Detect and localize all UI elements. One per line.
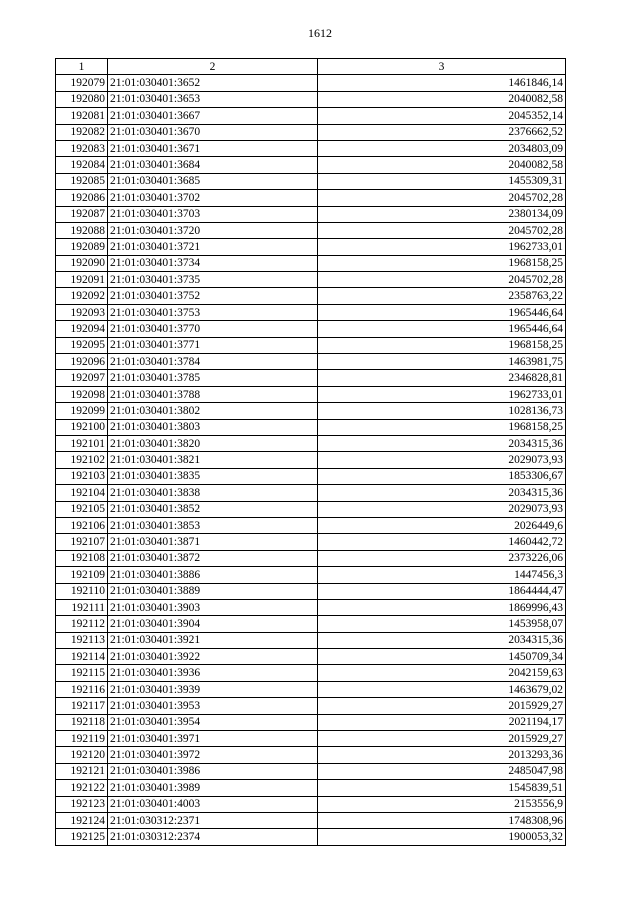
- cadastral-number-cell: 21:01:030312:2371: [108, 812, 318, 828]
- table-row: [56, 616, 566, 632]
- value-cell: 2045702,28: [318, 222, 566, 238]
- row-number-cell: 192090: [56, 255, 108, 271]
- row-number-cell: 192120: [56, 747, 108, 763]
- table-row: [56, 157, 566, 173]
- table-row: [56, 255, 566, 271]
- cadastral-number-cell: 21:01:030401:3954: [108, 714, 318, 730]
- cadastral-number-cell: 21:01:030401:3971: [108, 731, 318, 747]
- cadastral-number-cell: 21:01:030401:3872: [108, 550, 318, 566]
- cadastral-number-cell: 21:01:030401:3904: [108, 616, 318, 632]
- table-row: [56, 485, 566, 501]
- cadastral-number-cell: 21:01:030401:3921: [108, 632, 318, 648]
- cadastral-number-cell: 21:01:030401:3903: [108, 599, 318, 615]
- table-row: [56, 91, 566, 107]
- row-number-cell: 192083: [56, 140, 108, 156]
- cadastral-number-cell: 21:01:030401:3953: [108, 698, 318, 714]
- table-row: [56, 583, 566, 599]
- value-cell: 2045702,28: [318, 190, 566, 206]
- row-number-cell: 192079: [56, 75, 108, 91]
- cadastral-number-cell: 21:01:030401:3936: [108, 665, 318, 681]
- row-number-cell: 192082: [56, 124, 108, 140]
- cadastral-number-cell: 21:01:030401:3922: [108, 649, 318, 665]
- row-number-cell: 192106: [56, 517, 108, 533]
- value-cell: 2034315,36: [318, 632, 566, 648]
- value-cell: 1968158,25: [318, 255, 566, 271]
- column-header-value: 3: [318, 59, 566, 75]
- value-cell: 2040082,58: [318, 157, 566, 173]
- cadastral-number-cell: 21:01:030401:3986: [108, 763, 318, 779]
- cadastral-number-cell: 21:01:030401:3734: [108, 255, 318, 271]
- table-row: [56, 681, 566, 697]
- cadastral-value-table: [55, 58, 566, 846]
- row-number-cell: 192108: [56, 550, 108, 566]
- cadastral-number-cell: 21:01:030401:3702: [108, 190, 318, 206]
- row-number-cell: 192103: [56, 468, 108, 484]
- table-row: [56, 698, 566, 714]
- table-row: [56, 599, 566, 615]
- value-cell: 2015929,27: [318, 698, 566, 714]
- value-cell: 2045352,14: [318, 108, 566, 124]
- row-number-cell: 192110: [56, 583, 108, 599]
- row-number-cell: 192093: [56, 304, 108, 320]
- value-cell: 2034803,09: [318, 140, 566, 156]
- table-row: [56, 190, 566, 206]
- row-number-cell: 192094: [56, 321, 108, 337]
- row-number-cell: 192117: [56, 698, 108, 714]
- row-number-cell: 192111: [56, 599, 108, 615]
- row-number-cell: 192116: [56, 681, 108, 697]
- value-cell: 1453958,07: [318, 616, 566, 632]
- table-body: [56, 75, 566, 845]
- value-cell: 1900053,32: [318, 829, 566, 845]
- cadastral-number-cell: 21:01:030401:3886: [108, 567, 318, 583]
- value-cell: 1965446,64: [318, 321, 566, 337]
- cadastral-number-cell: 21:01:030401:3989: [108, 780, 318, 796]
- table-row: [56, 747, 566, 763]
- cadastral-number-cell: 21:01:030401:3771: [108, 337, 318, 353]
- row-number-cell: 192092: [56, 288, 108, 304]
- value-cell: 2380134,09: [318, 206, 566, 222]
- row-number-cell: 192099: [56, 403, 108, 419]
- table-row: [56, 370, 566, 386]
- cadastral-number-cell: 21:01:030401:3721: [108, 239, 318, 255]
- value-cell: 1455309,31: [318, 173, 566, 189]
- value-cell: 2013293,36: [318, 747, 566, 763]
- table-row: [56, 419, 566, 435]
- cadastral-number-cell: 21:01:030401:3871: [108, 534, 318, 550]
- table-row: [56, 75, 566, 91]
- cadastral-number-cell: 21:01:030401:3752: [108, 288, 318, 304]
- table-row: [56, 108, 566, 124]
- value-cell: 1463981,75: [318, 354, 566, 370]
- cadastral-number-cell: 21:01:030401:3685: [108, 173, 318, 189]
- row-number-cell: 192097: [56, 370, 108, 386]
- value-cell: 1460442,72: [318, 534, 566, 550]
- row-number-cell: 192102: [56, 452, 108, 468]
- row-number-cell: 192121: [56, 763, 108, 779]
- value-cell: 2021194,17: [318, 714, 566, 730]
- table-row: [56, 222, 566, 238]
- row-number-cell: 192122: [56, 780, 108, 796]
- table-row: [56, 501, 566, 517]
- cadastral-number-cell: 21:01:030401:3835: [108, 468, 318, 484]
- row-number-cell: 192112: [56, 616, 108, 632]
- value-cell: 1450709,34: [318, 649, 566, 665]
- table-row: [56, 272, 566, 288]
- cadastral-number-cell: 21:01:030401:3821: [108, 452, 318, 468]
- value-cell: 2373226,06: [318, 550, 566, 566]
- value-cell: 1748308,96: [318, 812, 566, 828]
- cadastral-number-cell: 21:01:030401:3653: [108, 91, 318, 107]
- row-number-cell: 192091: [56, 272, 108, 288]
- cadastral-number-cell: 21:01:030401:3720: [108, 222, 318, 238]
- row-number-cell: 192124: [56, 812, 108, 828]
- value-cell: 2376662,52: [318, 124, 566, 140]
- value-cell: 2153556,9: [318, 796, 566, 812]
- row-number-cell: 192089: [56, 239, 108, 255]
- table-row: [56, 567, 566, 583]
- table-row: [56, 435, 566, 451]
- row-number-cell: 192100: [56, 419, 108, 435]
- cadastral-number-cell: 21:01:030401:3802: [108, 403, 318, 419]
- table-row: [56, 665, 566, 681]
- cadastral-number-cell: 21:01:030401:3770: [108, 321, 318, 337]
- value-cell: 1965446,64: [318, 304, 566, 320]
- row-number-cell: 192118: [56, 714, 108, 730]
- row-number-cell: 192101: [56, 435, 108, 451]
- row-number-cell: 192104: [56, 485, 108, 501]
- table-row: [56, 829, 566, 845]
- row-number-cell: 192087: [56, 206, 108, 222]
- cadastral-number-cell: 21:01:030401:3667: [108, 108, 318, 124]
- value-cell: 1962733,01: [318, 239, 566, 255]
- cadastral-number-cell: 21:01:030312:2374: [108, 829, 318, 845]
- table-row: [56, 288, 566, 304]
- value-cell: 2485047,98: [318, 763, 566, 779]
- value-cell: 1869996,43: [318, 599, 566, 615]
- table-row: [56, 796, 566, 812]
- table-row: [56, 550, 566, 566]
- cadastral-number-cell: 21:01:030401:3753: [108, 304, 318, 320]
- table-row: [56, 780, 566, 796]
- row-number-cell: 192080: [56, 91, 108, 107]
- column-header-number: 1: [56, 59, 108, 75]
- cadastral-number-cell: 21:01:030401:3703: [108, 206, 318, 222]
- value-cell: 2042159,63: [318, 665, 566, 681]
- value-cell: 1968158,25: [318, 419, 566, 435]
- table-row: [56, 173, 566, 189]
- value-cell: 1461846,14: [318, 75, 566, 91]
- value-cell: 1545839,51: [318, 780, 566, 796]
- table-row: [56, 534, 566, 550]
- row-number-cell: 192095: [56, 337, 108, 353]
- row-number-cell: 192098: [56, 386, 108, 402]
- row-number-cell: 192105: [56, 501, 108, 517]
- row-number-cell: 192125: [56, 829, 108, 845]
- value-cell: 2346828,81: [318, 370, 566, 386]
- value-cell: 1864444,47: [318, 583, 566, 599]
- row-number-cell: 192085: [56, 173, 108, 189]
- table-header: [56, 59, 566, 75]
- value-cell: 1463679,02: [318, 681, 566, 697]
- row-number-cell: 192114: [56, 649, 108, 665]
- cadastral-number-cell: 21:01:030401:3671: [108, 140, 318, 156]
- table-row: [56, 124, 566, 140]
- table-row: [56, 763, 566, 779]
- table-row: [56, 337, 566, 353]
- row-number-cell: 192119: [56, 731, 108, 747]
- value-cell: 2045702,28: [318, 272, 566, 288]
- table-row: [56, 468, 566, 484]
- value-cell: 1853306,67: [318, 468, 566, 484]
- table-row: [56, 206, 566, 222]
- cadastral-number-cell: 21:01:030401:3784: [108, 354, 318, 370]
- value-cell: 2034315,36: [318, 485, 566, 501]
- cadastral-number-cell: 21:01:030401:4003: [108, 796, 318, 812]
- value-cell: 2029073,93: [318, 452, 566, 468]
- cadastral-number-cell: 21:01:030401:3852: [108, 501, 318, 517]
- cadastral-number-cell: 21:01:030401:3889: [108, 583, 318, 599]
- cadastral-number-cell: 21:01:030401:3853: [108, 517, 318, 533]
- cadastral-number-cell: 21:01:030401:3684: [108, 157, 318, 173]
- table-row: [56, 140, 566, 156]
- value-cell: 2040082,58: [318, 91, 566, 107]
- cadastral-number-cell: 21:01:030401:3838: [108, 485, 318, 501]
- table-row: [56, 632, 566, 648]
- table-row: [56, 321, 566, 337]
- row-number-cell: 192115: [56, 665, 108, 681]
- cadastral-number-cell: 21:01:030401:3972: [108, 747, 318, 763]
- table-row: [56, 386, 566, 402]
- row-number-cell: 192107: [56, 534, 108, 550]
- cadastral-number-cell: 21:01:030401:3939: [108, 681, 318, 697]
- value-cell: 1962733,01: [318, 386, 566, 402]
- table-row: [56, 239, 566, 255]
- table-row: [56, 649, 566, 665]
- value-cell: 2026449,6: [318, 517, 566, 533]
- row-number-cell: 192096: [56, 354, 108, 370]
- cadastral-number-cell: 21:01:030401:3735: [108, 272, 318, 288]
- page-number: 1612: [308, 26, 332, 40]
- table-row: [56, 452, 566, 468]
- table-row: [56, 731, 566, 747]
- value-cell: 2029073,93: [318, 501, 566, 517]
- row-number-cell: 192113: [56, 632, 108, 648]
- table-row: [56, 354, 566, 370]
- row-number-cell: 192084: [56, 157, 108, 173]
- row-number-cell: 192109: [56, 567, 108, 583]
- cadastral-number-cell: 21:01:030401:3803: [108, 419, 318, 435]
- table-row: [56, 304, 566, 320]
- value-cell: 1968158,25: [318, 337, 566, 353]
- row-number-cell: 192123: [56, 796, 108, 812]
- value-cell: 2034315,36: [318, 435, 566, 451]
- cadastral-number-cell: 21:01:030401:3788: [108, 386, 318, 402]
- row-number-cell: 192081: [56, 108, 108, 124]
- cadastral-number-cell: 21:01:030401:3785: [108, 370, 318, 386]
- cadastral-number-cell: 21:01:030401:3670: [108, 124, 318, 140]
- value-cell: 2015929,27: [318, 731, 566, 747]
- value-cell: 1447456,3: [318, 567, 566, 583]
- value-cell: 2358763,22: [318, 288, 566, 304]
- value-cell: 1028136,73: [318, 403, 566, 419]
- table-row: [56, 403, 566, 419]
- cadastral-number-cell: 21:01:030401:3652: [108, 75, 318, 91]
- header-row: [56, 59, 566, 75]
- table-row: [56, 517, 566, 533]
- column-header-cadastral-number: 2: [108, 59, 318, 75]
- row-number-cell: 192088: [56, 222, 108, 238]
- row-number-cell: 192086: [56, 190, 108, 206]
- table-row: [56, 812, 566, 828]
- table-row: [56, 714, 566, 730]
- cadastral-number-cell: 21:01:030401:3820: [108, 435, 318, 451]
